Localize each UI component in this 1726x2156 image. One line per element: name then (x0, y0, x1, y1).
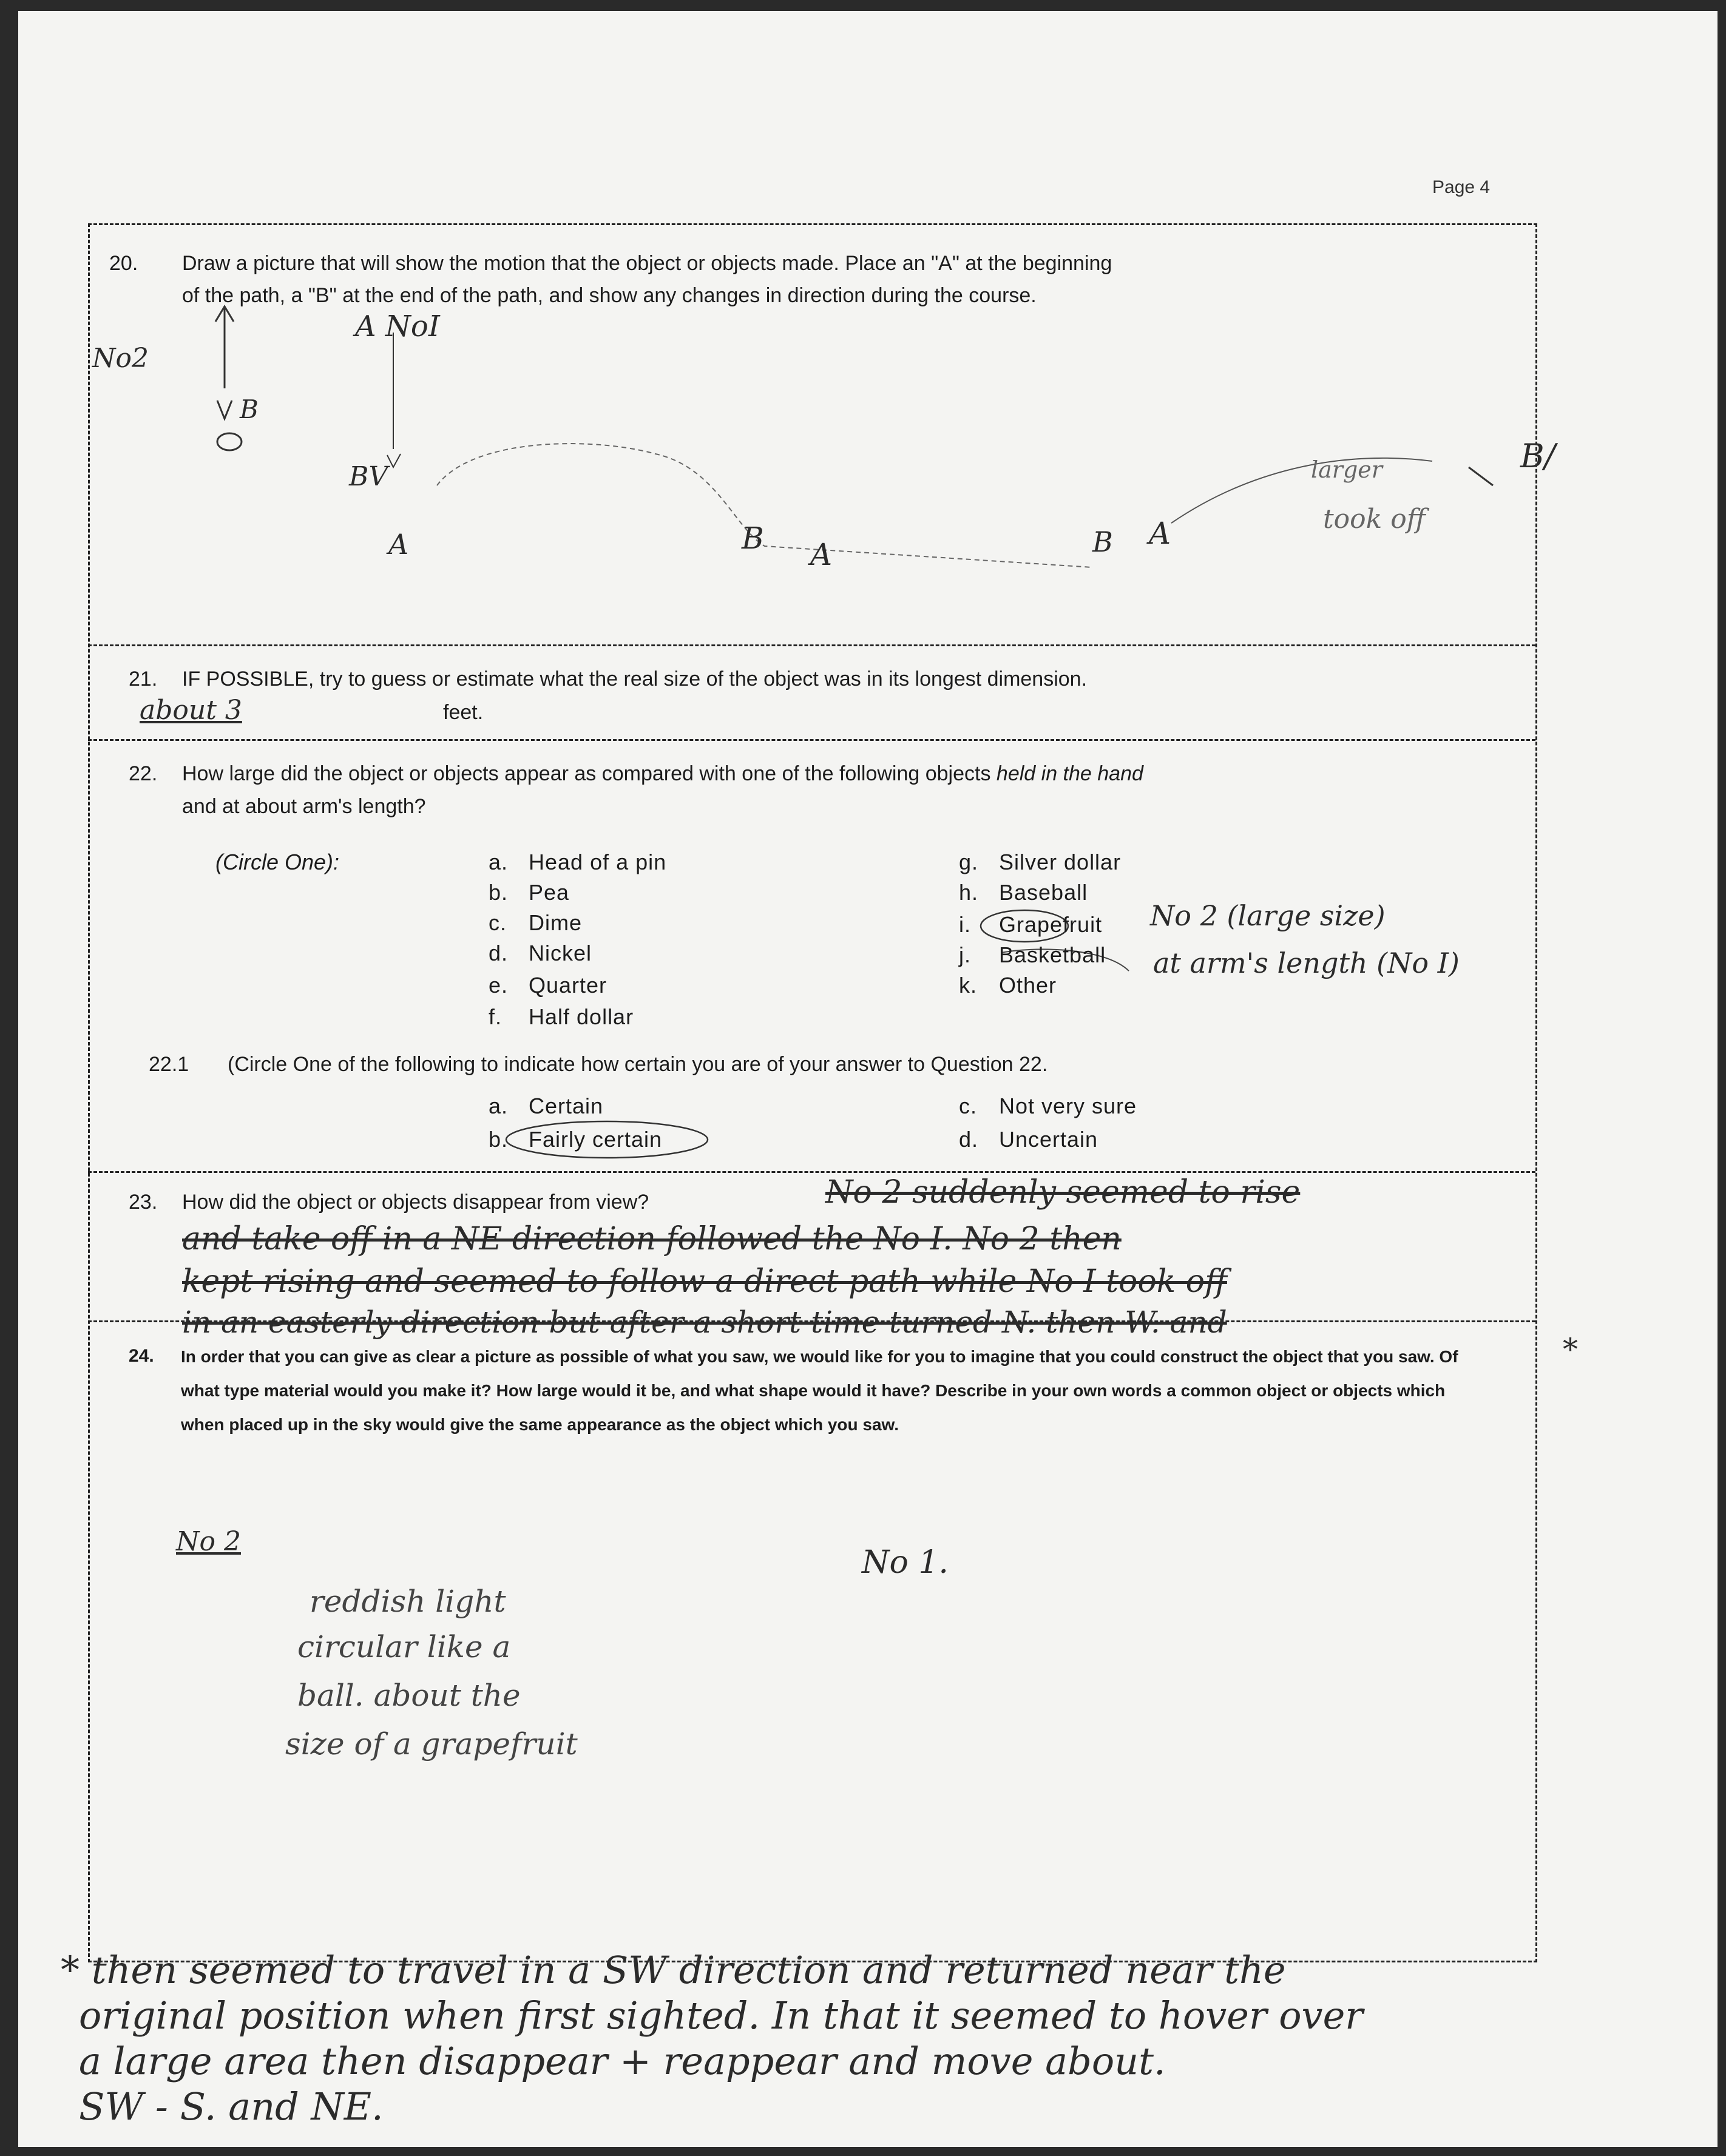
footer-hand-line1: * then seemed to travel in a SW direction and returned near the (61, 1948, 1286, 1992)
q23-asterisk: * (1563, 1332, 1578, 1367)
q20-number: 20. (109, 252, 138, 275)
q22-hand-basketball: at arm's length (No I) (1153, 947, 1460, 979)
q22-text-line1-main: How large did the object or objects appear as compared with one of the following objects (182, 762, 991, 785)
q22-option-c: c. Dime (489, 910, 583, 935)
q23-hand-line4: in an easterly direction but after a short time turned N. then W. and (182, 1305, 1227, 1340)
q24-hand-desc-line1: reddish light (310, 1584, 506, 1619)
q22-text-line2: and at about arm's length? (182, 795, 426, 818)
q22-option-d: d. Nickel (489, 941, 592, 965)
q22-hand-grapefruit: No 2 (large size) (1150, 899, 1386, 932)
q22-1-option-d: d. Uncertain (959, 1127, 1098, 1152)
q23-hand-line2: and take off in a NE direction followed the No I. No 2 then (182, 1221, 1122, 1257)
q24-hand-no2: No 2 (176, 1526, 241, 1557)
q24-hand-no1: No 1. (862, 1544, 949, 1581)
q20-hand-bv: BV (349, 461, 388, 492)
q22-option-k: k. Other (959, 973, 1057, 998)
q20-hand-took-off: took off (1323, 504, 1426, 535)
footer-hand-line4: SW - S. and NE. (79, 2084, 384, 2129)
q23-number: 23. (129, 1191, 158, 1214)
q22-circle-one: (Circle One): (215, 850, 340, 874)
q22-1-number: 22.1 (149, 1053, 189, 1076)
q22-option-a: a. Head of a pin (489, 850, 667, 874)
q20-hand-no1: A NoI (355, 309, 440, 343)
q20-text-line1: Draw a picture that will show the motion that the object or objects made. Place an "A" at the beginning (182, 252, 1112, 275)
q24-hand-desc-line2: circular like a (297, 1629, 511, 1664)
q22-1-text: (Circle One of the following to indicate how certain you are of your answer to Question 22. (228, 1053, 1048, 1076)
q22-option-e: e. Quarter (489, 973, 607, 998)
q21-text: IF POSSIBLE, try to guess or estimate what the real size of the object was in its longest dimension. (182, 667, 1088, 691)
q24-text: In order that you can give as clear a picture as possible of what you saw, we would like for you to imagine that you could construct the object that you saw. Of what type material would you make it? How large would it be, and what shape would it have? Describe in your own words a common object or objects which when placed up in the sky would give the same appearance as the object which you saw. (181, 1347, 1458, 1434)
footer-hand-line2: original position when first sighted. In that it seemed to hover over (79, 1993, 1363, 2038)
q22-text-line1-italic: held in the hand (996, 762, 1143, 785)
q20-hand-larger: larger (1311, 456, 1382, 483)
q22-option-j: j. Basketball (959, 942, 1106, 967)
q20-hand-no2: No2 (92, 343, 149, 374)
q22-1-option-a: a. Certain (489, 1093, 604, 1118)
q22-option-f: f. Half dollar (489, 1004, 634, 1029)
q20-text-line2: of the path, a "B" at the end of the path, and show any changes in direction during the course. (182, 284, 1037, 307)
q20-hand-a3: A (1149, 516, 1171, 551)
q23-hand-line3: kept rising and seemed to follow a direct path while No I took off (182, 1263, 1227, 1300)
q22-1-option-b: b. Fairly certain (489, 1127, 663, 1152)
q21-number: 21. (129, 667, 158, 691)
q20-hand-b: B (240, 394, 259, 424)
q22-text-line1 (182, 762, 1143, 786)
q20-hand-b2: B (1092, 525, 1113, 558)
q20-hand-bslash: B/ (1520, 437, 1555, 475)
page-number: Page 4 (1432, 177, 1491, 197)
q22-1-option-c: c. Not very sure (959, 1093, 1137, 1118)
footer-hand-line3: a large area then disappear + reappear and move about. (79, 2039, 1166, 2083)
q23-text: How did the object or objects disappear from view? (182, 1191, 649, 1214)
q23-hand-line1: No 2 suddenly seemed to rise (825, 1174, 1301, 1211)
q20-hand-b1: B (742, 521, 764, 556)
q22-option-i: i. Grapefruit (959, 912, 1103, 937)
q22-option-b: b. Pea (489, 880, 570, 905)
q20-hand-a1: A (388, 528, 409, 561)
q20-hand-a2: A (810, 537, 833, 572)
q24-number: 24. (129, 1346, 154, 1366)
q24-hand-desc-line3: ball. about the (297, 1678, 521, 1713)
q22-number: 22. (129, 762, 158, 785)
q24-hand-desc-line4: size of a grapefruit (285, 1726, 578, 1762)
q22-option-g: g. Silver dollar (959, 850, 1122, 874)
q21-unit: feet. (443, 701, 484, 724)
q22-option-h: h. Baseball (959, 880, 1088, 905)
q21-answer: about 3 (140, 695, 242, 726)
